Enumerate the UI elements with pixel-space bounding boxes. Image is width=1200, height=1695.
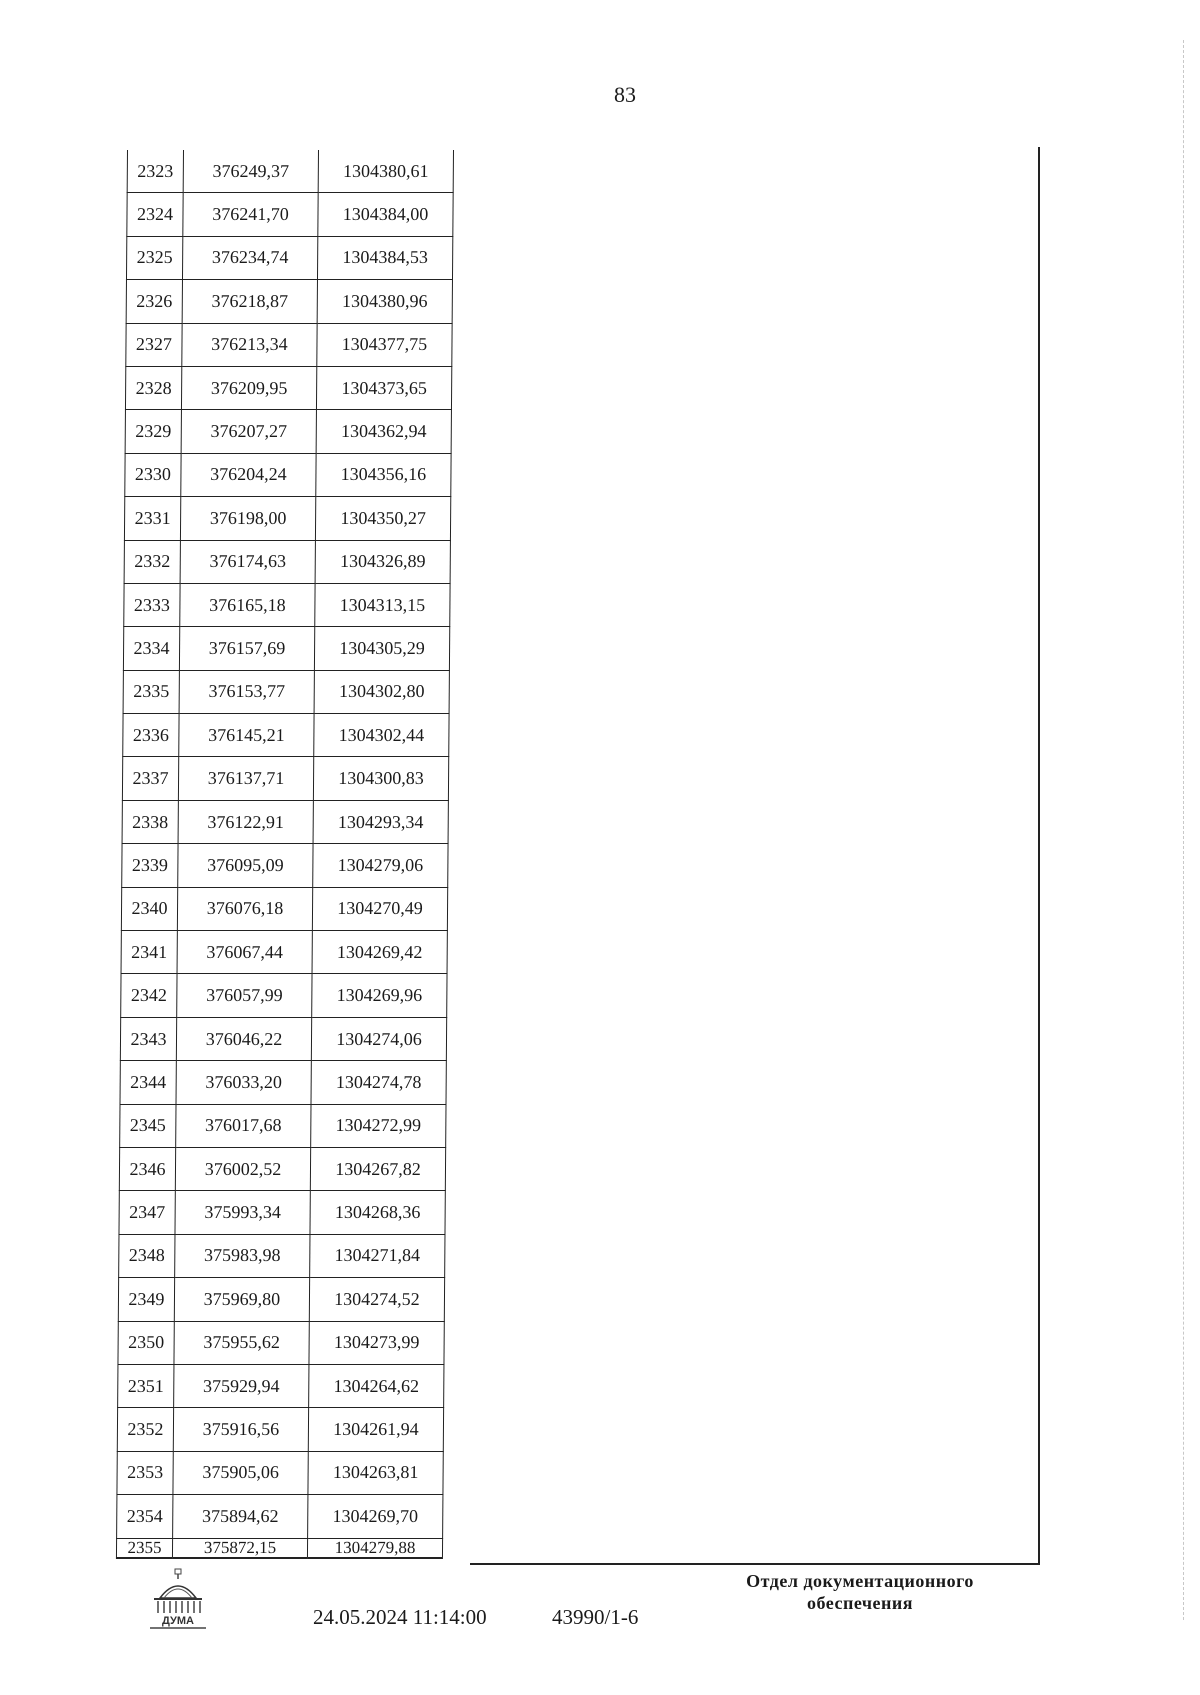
point-number-cell: 2328	[125, 366, 181, 409]
x-coordinate-cell: 376157,69	[179, 627, 314, 670]
x-coordinate-cell: 376076,18	[177, 887, 312, 930]
point-number-cell: 2335	[123, 670, 179, 713]
x-coordinate-cell: 375983,98	[175, 1234, 310, 1277]
department-stamp-line2: обеспечения	[807, 1593, 913, 1613]
y-coordinate-cell: 1304269,96	[312, 974, 447, 1017]
table-row	[121, 887, 447, 930]
x-coordinate-cell: 376137,71	[178, 757, 313, 800]
x-coordinate-cell: 376198,00	[180, 497, 315, 540]
table-row	[126, 323, 452, 366]
table-row	[119, 1191, 445, 1234]
table-row	[125, 410, 451, 453]
y-coordinate-cell: 1304261,94	[308, 1408, 443, 1451]
table-row	[127, 150, 453, 193]
y-coordinate-cell: 1304274,06	[311, 1017, 446, 1060]
table-row	[122, 757, 448, 800]
y-coordinate-cell: 1304373,65	[316, 366, 451, 409]
y-coordinate-cell: 1304350,27	[315, 497, 450, 540]
table-row	[123, 670, 449, 713]
x-coordinate-cell: 376122,91	[178, 800, 313, 843]
table-row	[116, 1538, 442, 1558]
x-coordinate-cell: 376241,70	[183, 193, 318, 236]
y-coordinate-cell: 1304279,06	[313, 844, 448, 887]
y-coordinate-cell: 1304264,62	[309, 1364, 444, 1407]
x-coordinate-cell: 376207,27	[181, 410, 316, 453]
x-coordinate-cell: 376145,21	[179, 714, 314, 757]
table-row	[117, 1451, 443, 1494]
point-number-cell: 2345	[120, 1104, 176, 1147]
seal-text: ДУМА	[162, 1615, 194, 1627]
x-coordinate-cell: 376249,37	[183, 150, 318, 193]
coordinates-table	[116, 150, 454, 1559]
table-row	[117, 1408, 443, 1451]
y-coordinate-cell: 1304380,96	[317, 280, 452, 323]
x-coordinate-cell: 376204,24	[181, 453, 316, 496]
point-number-cell: 2333	[124, 583, 180, 626]
registration-number: 43990/1-6	[552, 1605, 639, 1629]
point-number-cell: 2343	[120, 1017, 176, 1060]
point-number-cell: 2330	[125, 453, 181, 496]
point-number-cell: 2341	[121, 931, 177, 974]
point-number-cell: 2337	[122, 757, 178, 800]
x-coordinate-cell: 375969,80	[174, 1278, 309, 1321]
x-coordinate-cell: 375916,56	[173, 1408, 308, 1451]
table-row	[120, 1017, 446, 1060]
point-number-cell: 2349	[118, 1278, 174, 1321]
y-coordinate-cell: 1304305,29	[314, 627, 449, 670]
point-number-cell: 2336	[123, 714, 179, 757]
point-number-cell: 2350	[118, 1321, 174, 1364]
point-number-cell: 2351	[118, 1364, 174, 1407]
table-row	[124, 540, 450, 583]
point-number-cell: 2352	[117, 1408, 173, 1451]
duma-seal-icon	[146, 1568, 210, 1630]
scan-edge-marks	[1183, 40, 1188, 1620]
x-coordinate-cell: 376033,20	[176, 1061, 311, 1104]
y-coordinate-cell: 1304380,61	[318, 150, 453, 193]
table-row	[125, 366, 451, 409]
y-coordinate-cell: 1304293,34	[313, 800, 448, 843]
point-number-cell: 2327	[126, 323, 182, 366]
x-coordinate-cell: 376017,68	[176, 1104, 311, 1147]
y-coordinate-cell: 1304269,42	[312, 931, 447, 974]
coordinates-table-body	[116, 150, 453, 1558]
x-coordinate-cell: 376067,44	[177, 931, 312, 974]
point-number-cell: 2326	[126, 280, 182, 323]
x-coordinate-cell: 376213,34	[182, 323, 317, 366]
x-coordinate-cell: 376095,09	[178, 844, 313, 887]
y-coordinate-cell: 1304267,82	[310, 1147, 445, 1190]
registration-datetime: 24.05.2024 11:14:00	[313, 1605, 487, 1629]
point-number-cell: 2342	[121, 974, 177, 1017]
department-stamp	[690, 1570, 1030, 1614]
point-number-cell: 2324	[127, 193, 183, 236]
x-coordinate-cell: 376218,87	[182, 280, 317, 323]
department-stamp-line1: Отдел документационного	[746, 1571, 974, 1591]
y-coordinate-cell: 1304271,84	[310, 1234, 445, 1277]
y-coordinate-cell: 1304313,15	[315, 583, 450, 626]
point-number-cell: 2331	[124, 497, 180, 540]
y-coordinate-cell: 1304263,81	[308, 1451, 443, 1494]
point-number-cell: 2344	[120, 1061, 176, 1104]
y-coordinate-cell: 1304377,75	[317, 323, 452, 366]
table-row	[118, 1278, 444, 1321]
x-coordinate-cell: 375929,94	[174, 1364, 309, 1407]
table-row	[126, 280, 452, 323]
y-coordinate-cell: 1304268,36	[310, 1191, 445, 1234]
frame-bottom-border	[470, 1563, 1040, 1565]
table-row	[117, 1495, 443, 1538]
table-row	[127, 193, 453, 236]
point-number-cell: 2355	[116, 1538, 172, 1558]
table-row	[120, 1061, 446, 1104]
y-coordinate-cell: 1304270,49	[312, 887, 447, 930]
x-coordinate-cell: 375905,06	[173, 1451, 308, 1494]
point-number-cell: 2323	[127, 150, 183, 193]
point-number-cell: 2348	[119, 1234, 175, 1277]
y-coordinate-cell: 1304274,52	[309, 1278, 444, 1321]
y-coordinate-cell: 1304300,83	[313, 757, 448, 800]
y-coordinate-cell: 1304326,89	[315, 540, 450, 583]
x-coordinate-cell: 376153,77	[179, 670, 314, 713]
point-number-cell: 2353	[117, 1451, 173, 1494]
y-coordinate-cell: 1304384,00	[318, 193, 453, 236]
point-number-cell: 2332	[124, 540, 180, 583]
x-coordinate-cell: 375872,15	[172, 1538, 307, 1558]
point-number-cell: 2347	[119, 1191, 175, 1234]
x-coordinate-cell: 375894,62	[173, 1495, 308, 1538]
table-row	[122, 844, 448, 887]
point-number-cell: 2340	[121, 887, 177, 930]
table-row	[122, 800, 448, 843]
x-coordinate-cell: 375993,34	[175, 1191, 310, 1234]
y-coordinate-cell: 1304362,94	[316, 410, 451, 453]
table-row	[118, 1364, 444, 1407]
x-coordinate-cell: 376057,99	[177, 974, 312, 1017]
point-number-cell: 2329	[125, 410, 181, 453]
y-coordinate-cell: 1304356,16	[316, 453, 451, 496]
x-coordinate-cell: 376174,63	[180, 540, 315, 583]
table-row	[124, 583, 450, 626]
x-coordinate-cell: 376209,95	[181, 366, 316, 409]
table-row	[119, 1147, 445, 1190]
point-number-cell: 2346	[119, 1147, 175, 1190]
x-coordinate-cell: 376234,74	[182, 236, 317, 279]
y-coordinate-cell: 1304302,44	[314, 714, 449, 757]
table-row	[118, 1321, 444, 1364]
table-row	[120, 1104, 446, 1147]
y-coordinate-cell: 1304269,70	[308, 1495, 443, 1538]
x-coordinate-cell: 376002,52	[175, 1147, 310, 1190]
point-number-cell: 2339	[122, 844, 178, 887]
table-row	[123, 627, 449, 670]
y-coordinate-cell: 1304272,99	[311, 1104, 446, 1147]
table-row	[125, 453, 451, 496]
table-row	[126, 236, 452, 279]
table-row	[121, 931, 447, 974]
x-coordinate-cell: 376046,22	[176, 1017, 311, 1060]
x-coordinate-cell: 375955,62	[174, 1321, 309, 1364]
y-coordinate-cell: 1304302,80	[314, 670, 449, 713]
frame-right-border	[1038, 147, 1040, 1565]
table-row	[123, 714, 449, 757]
y-coordinate-cell: 1304384,53	[317, 236, 452, 279]
table-row	[121, 974, 447, 1017]
y-coordinate-cell: 1304274,78	[311, 1061, 446, 1104]
y-coordinate-cell: 1304279,88	[307, 1538, 442, 1558]
point-number-cell: 2325	[126, 236, 182, 279]
page-number: 83	[614, 82, 636, 107]
y-coordinate-cell: 1304273,99	[309, 1321, 444, 1364]
point-number-cell: 2354	[117, 1495, 173, 1538]
point-number-cell: 2338	[122, 800, 178, 843]
point-number-cell: 2334	[123, 627, 179, 670]
table-row	[119, 1234, 445, 1277]
x-coordinate-cell: 376165,18	[180, 583, 315, 626]
table-row	[124, 497, 450, 540]
